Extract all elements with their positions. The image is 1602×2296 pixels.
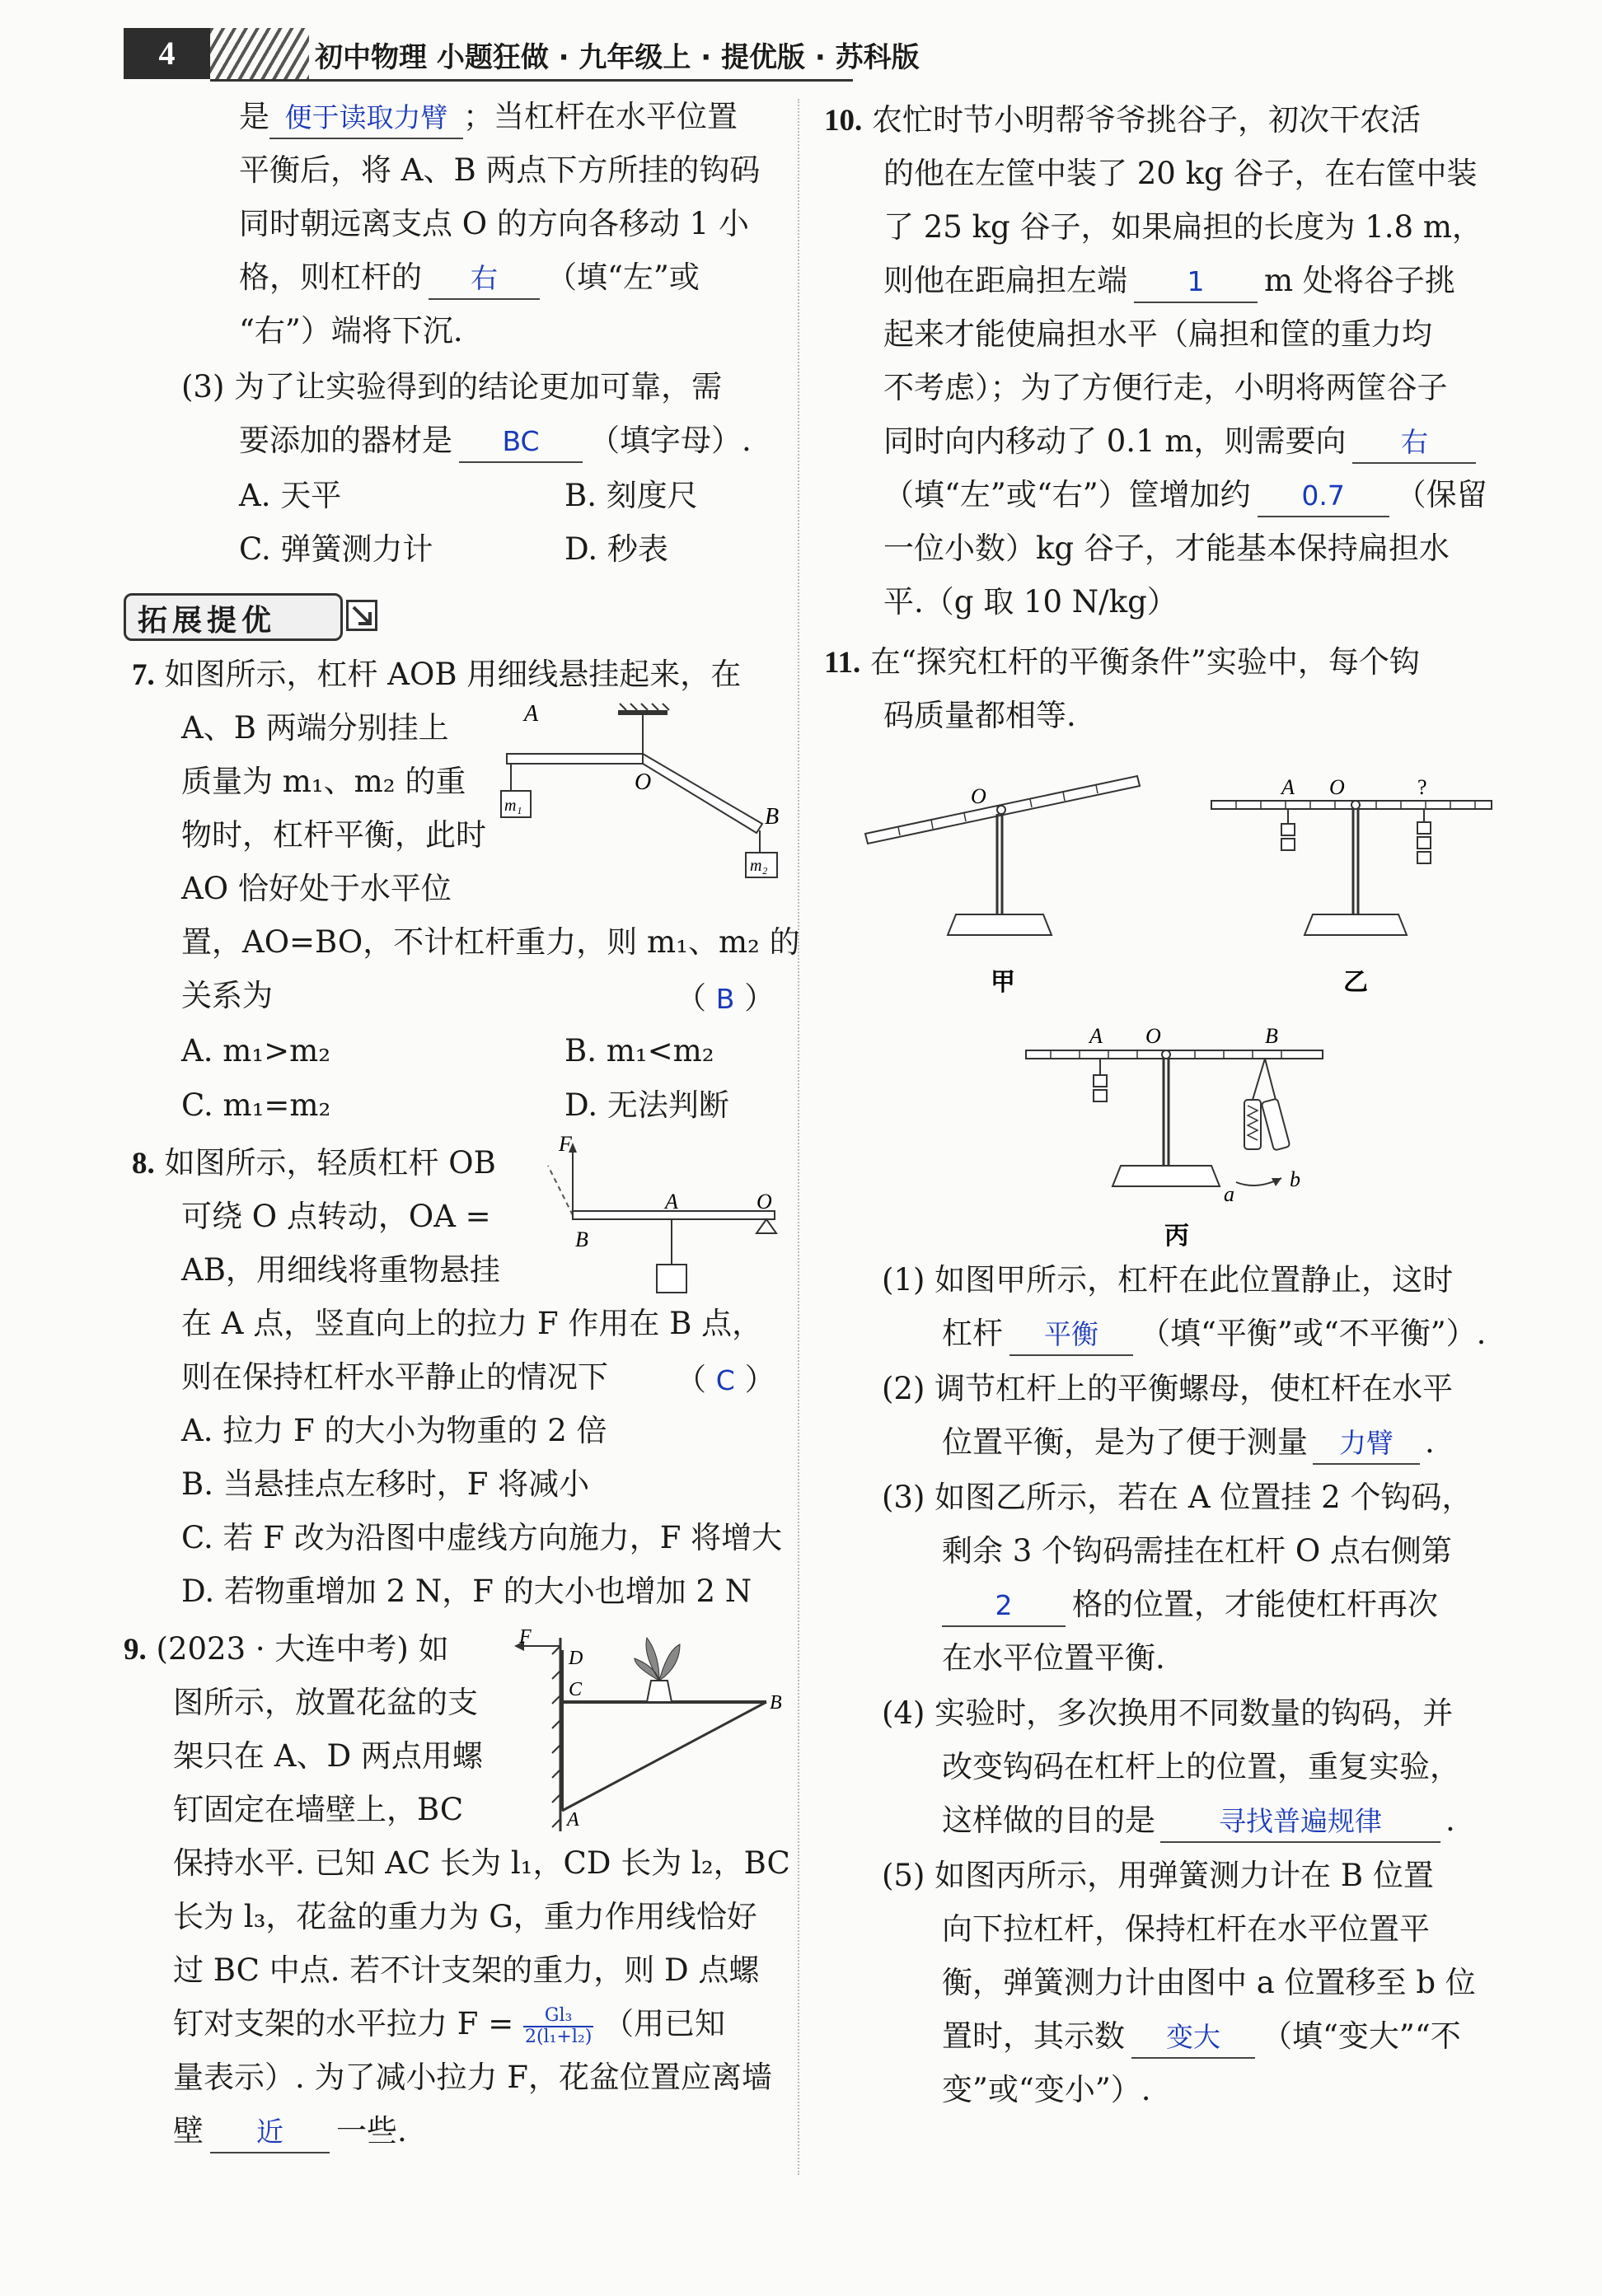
label-o: O [1329, 775, 1345, 799]
text-line: 钉固定在墙壁上，BC [173, 1792, 464, 1827]
text-line: 在 A 点，竖直向上的拉力 F 作用在 B 点， [181, 1306, 763, 1341]
fraction-numerator: Gl₃ [523, 2006, 593, 2027]
text: 要添加的器材是 [239, 423, 452, 458]
answer-blank[interactable]: BC [459, 422, 583, 463]
answer-blank[interactable]: 平衡 [1009, 1315, 1133, 1356]
label-question: ? [1417, 775, 1427, 799]
text: （用已知 [603, 2006, 726, 2041]
text-line: 衡，弹簧测力计由图中 a 位置移至 b 位 [942, 1965, 1476, 2000]
answer-blank[interactable]: 1 [1134, 262, 1258, 303]
option: A. 天平 [239, 478, 342, 513]
text-line: 变”或“变小”）. [942, 2072, 1151, 2107]
answer-blank[interactable]: 2 [942, 1586, 1066, 1627]
text-line: 架只在 A、D 两点用螺 [173, 1738, 483, 1774]
text-line: 向下拉杠杆，保持杠杆在水平位置平 [942, 1911, 1430, 1947]
text: 则他在距扁担左端 [883, 263, 1127, 298]
text-line: 过 BC 中点. 若不计支架的重力，则 D 点螺 [173, 1952, 760, 1988]
text-line: (5) 如图丙所示，用弹簧测力计在 B 位置 [882, 1858, 1434, 1893]
text: 格，则杠杆的 [239, 260, 422, 295]
text: （填“变大”“不 [1262, 2018, 1461, 2054]
label-a: A [1281, 775, 1295, 799]
answer-fraction[interactable] [523, 2006, 593, 2047]
label-b: B [575, 1227, 588, 1251]
text-line: 置，AO=BO，不计杠杆重力，则 m₁、m₂ 的 [181, 924, 800, 960]
text: . [1425, 1424, 1435, 1460]
text-line: AB，用细线将重物悬挂 [181, 1252, 500, 1288]
answer-blank[interactable]: 0.7 [1258, 476, 1389, 517]
text-line: 同时朝远离支点 O 的方向各移动 1 小 [239, 206, 749, 241]
text-line: A、B 两端分别挂上 [181, 710, 449, 746]
text: 在“探究杠杆的平衡条件”实验中，每个钩 [869, 644, 1420, 680]
lever-ob-figure [544, 1133, 791, 1298]
text: . [1445, 1803, 1455, 1838]
text-line: 长为 l₃，花盆的重力为 G，重力作用线恰好 [173, 1899, 757, 1934]
page-number: 4 [124, 28, 210, 79]
option: C. 若 F 改为沿图中虚线方向施力，F 将增大 [181, 1520, 783, 1555]
text-line: (3) 如图乙所示，若在 A 位置挂 2 个钩码， [882, 1480, 1473, 1515]
text-line: 量表示）. 为了减小拉力 F，花盆位置应离墙 [173, 2060, 772, 2095]
lever-figure-jia [849, 758, 1195, 1005]
text: 格的位置，才能使杠杆再次 [1072, 1587, 1438, 1622]
text: 同时向内移动了 0.1 m，则需要向 [883, 423, 1347, 459]
answer-blank[interactable]: 近 [210, 2112, 330, 2153]
question-number: 8. [132, 1147, 155, 1181]
text: 置时，其示数 [942, 2018, 1125, 2054]
question-number: 11. [824, 646, 861, 680]
option: A. 拉力 F 的大小为物重的 2 倍 [181, 1413, 607, 1448]
text-line: (2) 调节杠杆上的平衡螺母，使杠杆在水平 [882, 1371, 1454, 1406]
header-rule [210, 79, 853, 82]
option: B. 当悬挂点左移时，F 将减小 [181, 1466, 590, 1502]
text-line: AO 恰好处于水平位 [181, 871, 452, 906]
question-number: 7. [132, 658, 155, 692]
text-line: 保持水平. 已知 AC 长为 l₁，CD 长为 l₂，BC [173, 1845, 790, 1881]
text-line: (3) 为了让实验得到的结论更加可靠，需 [181, 369, 723, 404]
option: A. m₁>m₂ [181, 1033, 331, 1069]
header-hatch-decoration [210, 28, 309, 79]
page-header [124, 28, 920, 79]
text-line: 图所示，放置花盆的支 [173, 1685, 478, 1720]
text: （填字母）. [589, 423, 752, 458]
label-bing: 丙 [1164, 1223, 1189, 1250]
text-line: (4) 实验时，多次换用不同数量的钩码，并 [882, 1695, 1454, 1731]
label-a: A [665, 1190, 678, 1213]
answer-choice[interactable]: C [715, 1364, 735, 1396]
option: D. 秒表 [564, 531, 668, 567]
label-a: A [567, 1809, 579, 1831]
column-divider [798, 99, 799, 2175]
text: 位置平衡，是为了便于测量 [942, 1424, 1308, 1460]
flowerpot-bracket-figure [503, 1630, 787, 1835]
section-banner [124, 593, 343, 641]
answer-blank[interactable]: 力臂 [1313, 1424, 1420, 1465]
lever-figure-yi [1199, 758, 1512, 1005]
label-f: F [559, 1133, 572, 1156]
lever-figure-bing [1014, 1022, 1343, 1252]
text: 杠杆 [942, 1316, 1003, 1351]
text: （填“左”或“右”）筐增加约 [883, 477, 1251, 512]
text-line: “右”）端将下沉. [239, 313, 463, 348]
text: （填“平衡”或“不平衡”）. [1140, 1316, 1487, 1351]
section-title: 拓展提优 [138, 603, 277, 638]
answer-blank[interactable]: 便于读取力臂 [269, 98, 463, 139]
answer-blank[interactable]: 右 [429, 259, 540, 300]
text-line: 一位小数）kg 谷子，才能基本保持扁担水 [883, 531, 1450, 566]
text: 一些. [336, 2113, 407, 2149]
text-line: 物时，杠杆平衡，此时 [181, 817, 486, 853]
text-line: 质量为 m₁、m₂ 的重 [181, 764, 466, 799]
label-m2: m₂ [750, 857, 768, 875]
label-a-position: a [1224, 1182, 1234, 1206]
text: 这样做的目的是 [942, 1803, 1155, 1838]
option: D. 若物重增加 2 N，F 的大小也增加 2 N [181, 1574, 752, 1609]
text: 农忙时节小明帮爷爷挑谷子，初次干农活 [872, 102, 1422, 138]
arrow-icon [346, 600, 377, 631]
label-m1: m₁ [504, 797, 522, 815]
text-line: 关系为 [181, 978, 273, 1013]
option: C. m₁=m₂ [181, 1087, 331, 1123]
label-o: O [1145, 1024, 1161, 1048]
answer-choice[interactable]: B [715, 983, 735, 1015]
label-o: O [971, 784, 986, 808]
text-line: 了 25 kg 谷子，如果扁担的长度为 1.8 m， [883, 209, 1483, 245]
option: C. 弹簧测力计 [239, 531, 433, 567]
lever-aob-figure [494, 700, 791, 890]
text-line: (1) 如图甲所示，杠杆在此位置静止，这时 [882, 1262, 1454, 1298]
text-line: 码质量都相等. [883, 698, 1076, 733]
label-c: C [569, 1679, 583, 1700]
text: 壁 [173, 2113, 204, 2149]
option: B. m₁<m₂ [564, 1033, 714, 1069]
text: （保留 [1395, 477, 1487, 512]
fraction-denominator: 2(l₁+l₂) [524, 2026, 593, 2047]
text-line: 平衡后，将 A、B 两点下方所挂的钩码 [239, 152, 761, 188]
text: 如图所示，杠杆 AOB 用细线悬挂起来，在 [164, 657, 742, 692]
text-line: 改变钩码在杠杆上的位置，重复实验， [942, 1749, 1460, 1784]
question-number: 9. [124, 1633, 147, 1667]
label-a: A [524, 701, 539, 727]
text: （填“左”或 [546, 260, 700, 295]
text-line: 不考虑）；为了方便行走，小明将两筐谷子 [883, 370, 1448, 405]
label-o: O [756, 1190, 772, 1213]
label-f: F [519, 1630, 532, 1648]
answer-blank[interactable]: 右 [1352, 423, 1476, 464]
text: 是 [239, 99, 269, 134]
label-b: B [770, 1692, 782, 1714]
question-number: 10. [824, 104, 863, 138]
answer-blank[interactable]: 变大 [1131, 2018, 1255, 2059]
label-yi: 乙 [1343, 969, 1368, 996]
answer-blank[interactable]: 寻找普遍规律 [1160, 1802, 1440, 1843]
option: B. 刻度尺 [564, 478, 698, 513]
text: 钉对支架的水平拉力 F = [173, 2006, 514, 2041]
text-line: 可绕 O 点转动，OA = [181, 1199, 491, 1234]
label-a: A [1089, 1024, 1103, 1048]
label-b: B [765, 804, 780, 830]
book-title: 初中物理 小题狂做 · 九年级上 · 提优版 · 苏科版 [315, 41, 920, 74]
text-line: 起来才能使扁担水平（扁担和筐的重力均 [883, 316, 1432, 352]
text: 如图所示，轻质杠杆 OB [164, 1145, 496, 1181]
text-line: 平.（g 取 10 N/kg） [883, 584, 1178, 620]
text: m 处将谷子挑 [1264, 263, 1455, 298]
label-d: D [569, 1648, 583, 1669]
text-line: 剩余 3 个钩码需挂在杠杆 O 点右侧第 [942, 1533, 1452, 1569]
text-line: 的他在左筐中装了 20 kg 谷子，在右筐中装 [883, 156, 1478, 191]
label-o: O [635, 769, 652, 795]
option: D. 无法判断 [564, 1087, 729, 1123]
label-jia: 甲 [991, 969, 1015, 996]
text-line: 则在保持杠杆水平静止的情况下 [181, 1359, 608, 1395]
text: (2023 · 大连中考) 如 [156, 1631, 449, 1667]
label-b: B [1265, 1024, 1278, 1048]
text-line: 在水平位置平衡. [942, 1640, 1165, 1676]
label-b-position: b [1290, 1167, 1300, 1191]
text: ；当杠杆在水平位置 [463, 99, 738, 134]
